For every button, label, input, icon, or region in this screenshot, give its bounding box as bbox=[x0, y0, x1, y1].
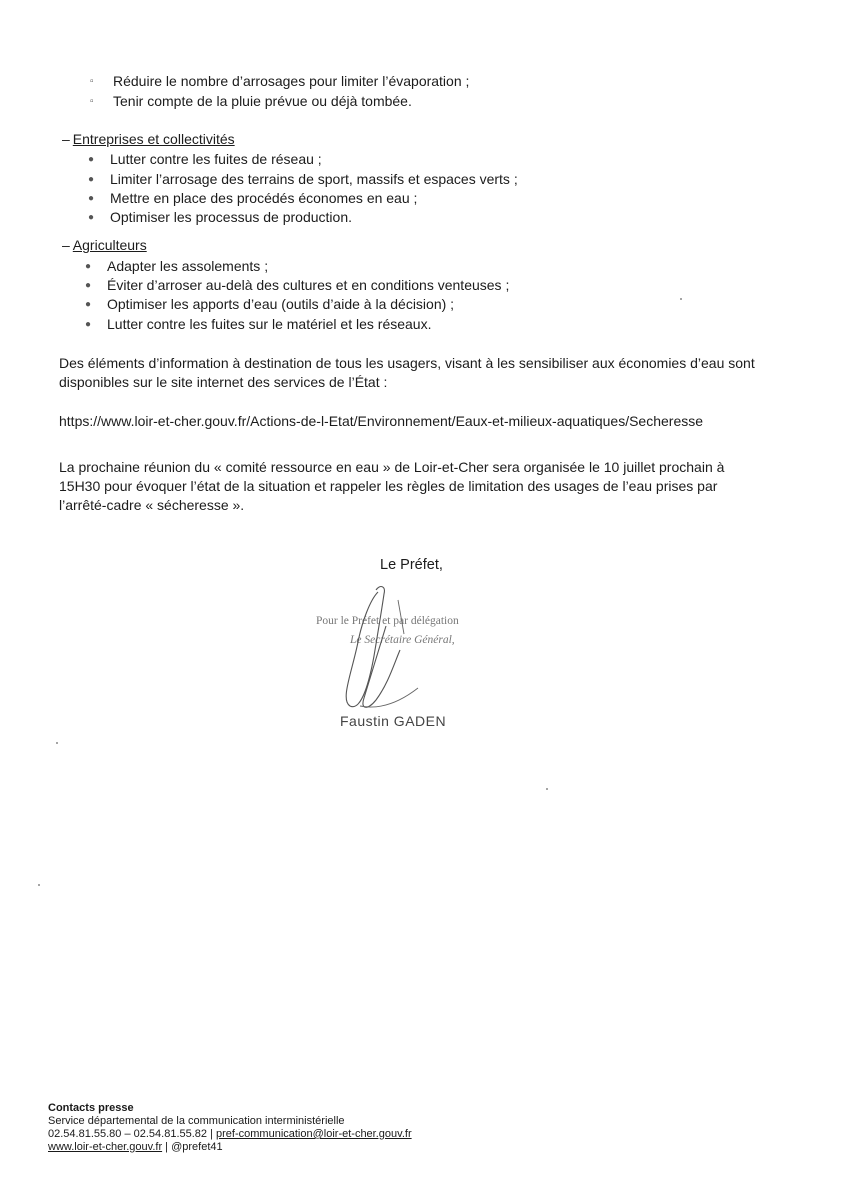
hollow-square-bullet-icon: ▫ bbox=[90, 76, 94, 87]
scan-speck bbox=[680, 298, 682, 300]
bullet-icon: ● bbox=[85, 280, 92, 291]
scan-speck bbox=[56, 742, 58, 744]
footer-service: Service départemental de la communication interministérielle bbox=[48, 1115, 345, 1127]
info-paragraph: Des éléments d’information à destination de tous les usagers, visant à les sensibiliser aux économies d’eau sont disponibles sur le site internet des services de l’État : bbox=[59, 355, 755, 390]
bullet-icon: ● bbox=[88, 193, 95, 204]
footer-email-link[interactable]: pref-communication@loir-et-cher.gouv.fr bbox=[216, 1128, 412, 1140]
footer-website-link[interactable]: www.loir-et-cher.gouv.fr bbox=[48, 1141, 163, 1153]
bullet-icon: ● bbox=[88, 174, 95, 185]
bullet-icon: ● bbox=[85, 319, 92, 330]
hollow-square-bullet-icon: ▫ bbox=[90, 96, 94, 107]
bullet-icon: ● bbox=[85, 261, 92, 272]
footer-social-handle: | @prefet41 bbox=[165, 1141, 223, 1153]
signatory-title: Le Préfet, bbox=[380, 557, 443, 573]
list-item: ● Optimiser les apports d’eau (outils d’aide à la décision) ; bbox=[85, 296, 455, 312]
bullet-icon: ● bbox=[88, 154, 95, 165]
stamp-line-secretary: Le Secrétaire Général, bbox=[350, 634, 455, 646]
scan-speck bbox=[546, 788, 548, 790]
stamp-line-delegation: Pour le Préfet et par délégation bbox=[316, 615, 459, 627]
list-item: ● Lutter contre les fuites de réseau ; bbox=[88, 151, 322, 167]
signature-stamp bbox=[300, 560, 560, 740]
signatory-name: Faustin GADEN bbox=[340, 713, 447, 729]
footer-web-line bbox=[48, 1141, 412, 1154]
list-item: ▫ Tenir compte de la pluie prévue ou déjà tombée. bbox=[90, 93, 412, 109]
bullet-icon: ● bbox=[85, 299, 92, 310]
list-item: ▫ Réduire le nombre d’arrosages pour limiter l’évaporation ; bbox=[90, 73, 470, 89]
scan-speck bbox=[38, 884, 40, 886]
dash-marker: – bbox=[62, 131, 70, 147]
section-heading-farmers: – Agriculteurs bbox=[62, 237, 147, 253]
press-contacts-footer bbox=[48, 1102, 412, 1154]
footer-phones: 02.54.81.55.80 – 02.54.81.55.82 | bbox=[48, 1128, 213, 1140]
list-item: ● Limiter l’arrosage des terrains de sport, massifs et espaces verts ; bbox=[88, 171, 518, 187]
meeting-paragraph: La prochaine réunion du « comité ressource en eau » de Loir-et-Cher sera organisée le 10 juillet prochain à 15H30 pour évoquer l’état de la situation et rappeler les règles de limitation des usages de l’eau prises par l’arrêté-cadre « sécheresse ». bbox=[59, 459, 725, 513]
dash-marker: – bbox=[62, 237, 70, 253]
list-item: ● Optimiser les processus de production. bbox=[88, 209, 352, 225]
list-item: ● Mettre en place des procédés économes en eau ; bbox=[88, 190, 418, 206]
secheresse-url[interactable]: https://www.loir-et-cher.gouv.fr/Actions-de-l-Etat/Environnement/Eaux-et-milieux-aquatiques/Secheresse bbox=[59, 413, 704, 429]
bullet-icon: ● bbox=[88, 212, 95, 223]
section-heading-companies: – Entreprises et collectivités bbox=[62, 131, 235, 147]
footer-heading: Contacts presse bbox=[48, 1102, 134, 1114]
list-item: ● Adapter les assolements ; bbox=[85, 258, 269, 274]
list-item: ● Lutter contre les fuites sur le matériel et les réseaux. bbox=[85, 316, 432, 332]
footer-contact-line bbox=[48, 1128, 412, 1141]
list-item: ● Éviter d’arroser au-delà des cultures et en conditions venteuses ; bbox=[85, 277, 510, 293]
